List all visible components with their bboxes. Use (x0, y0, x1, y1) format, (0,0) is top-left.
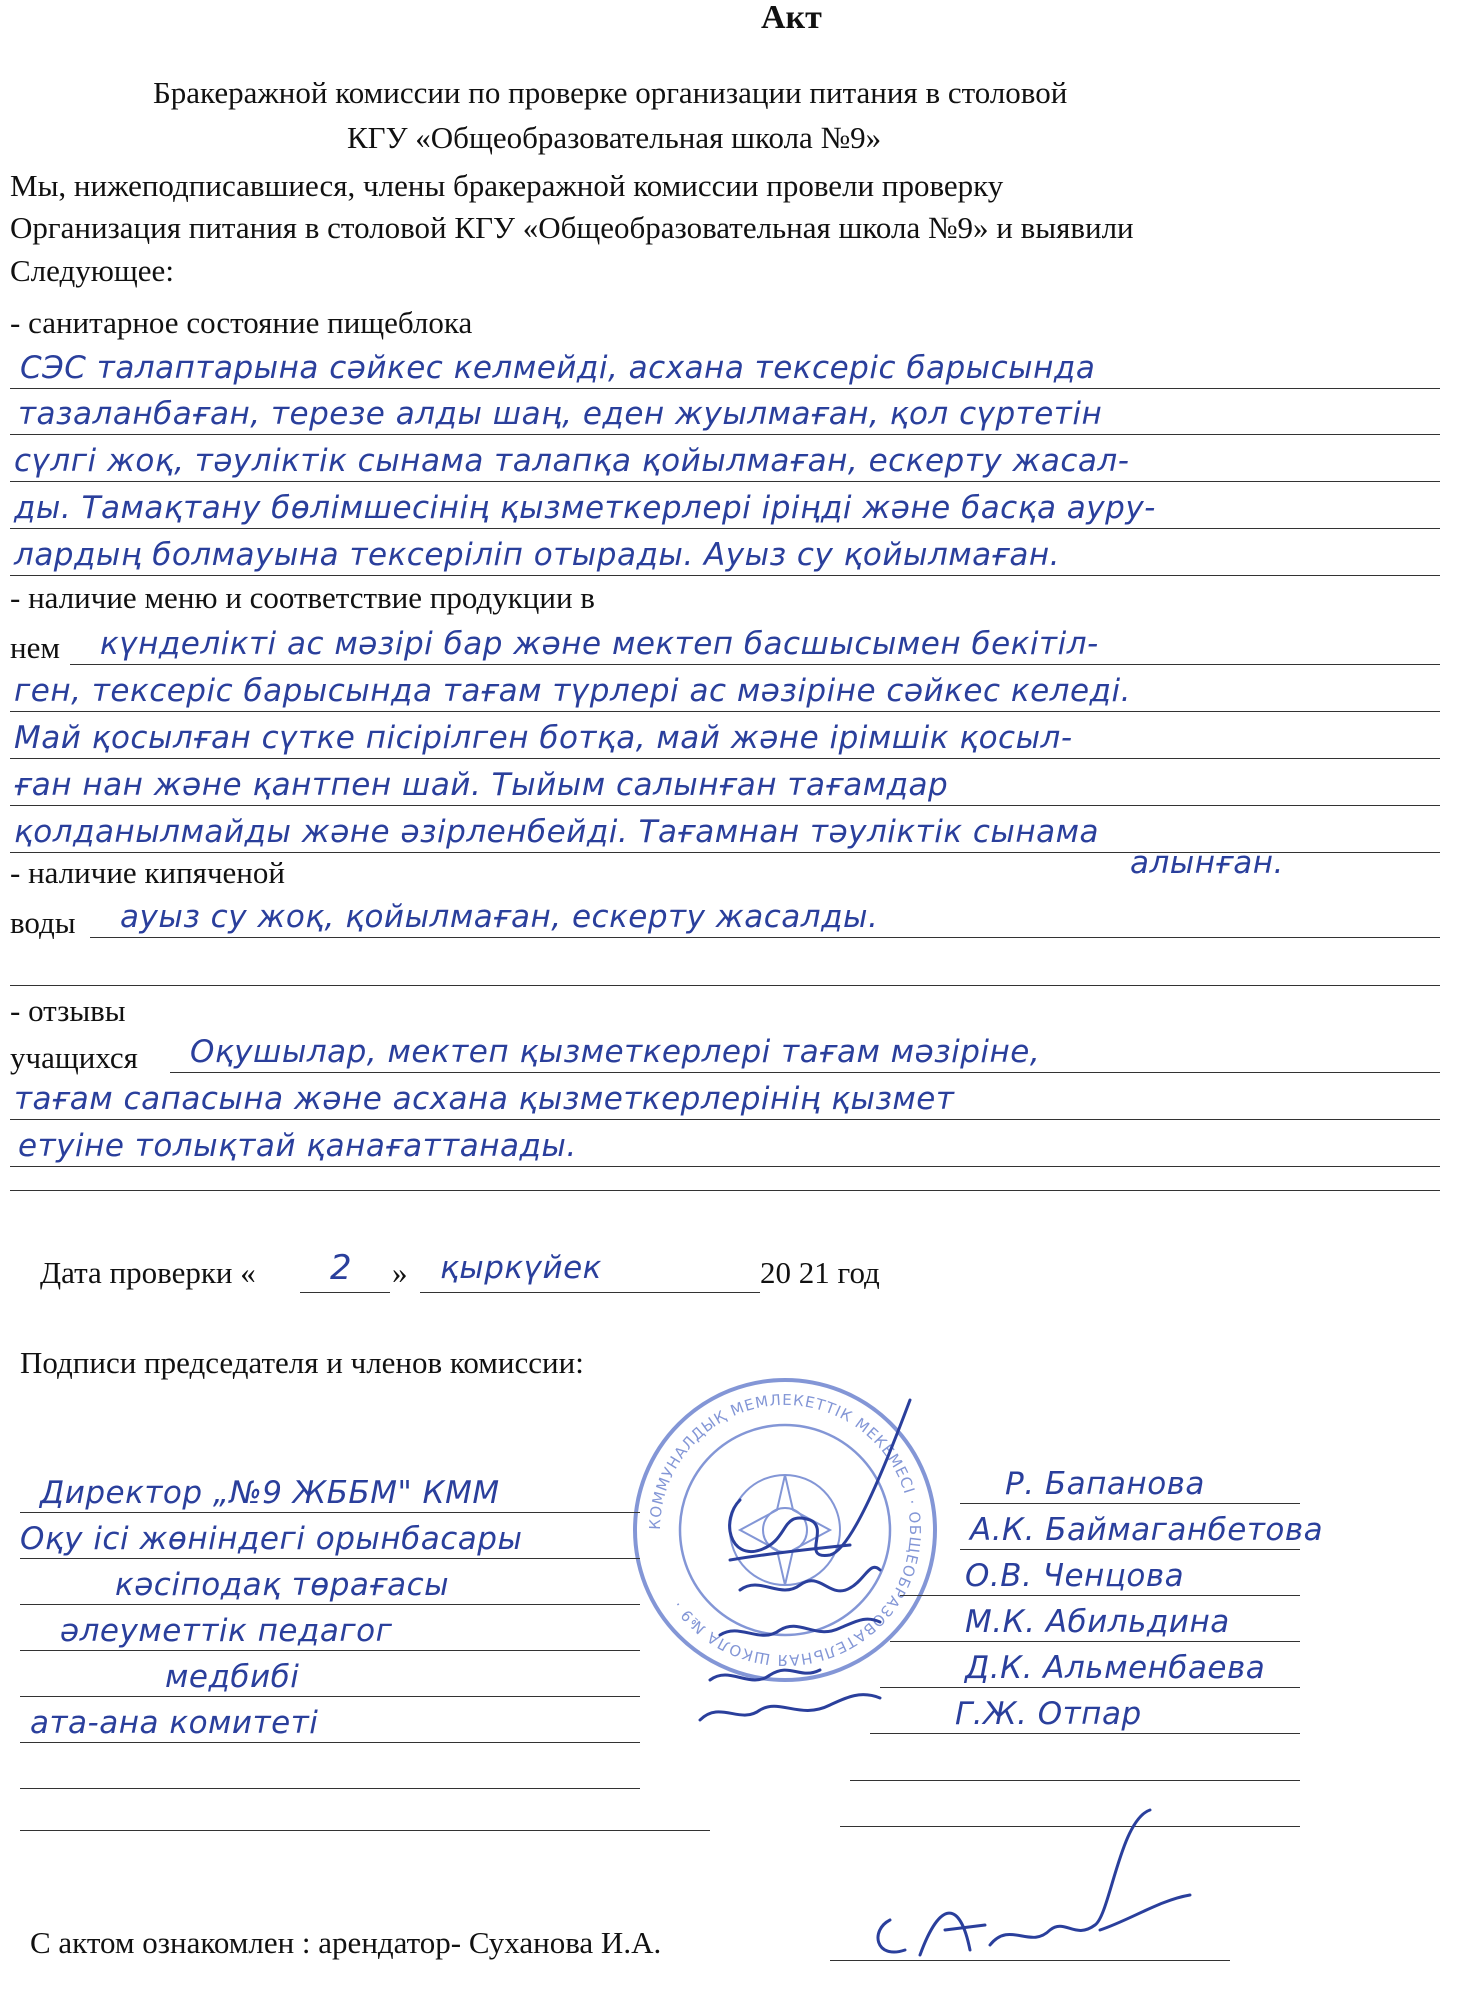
date-close-quote: » (392, 1255, 408, 1290)
rule (10, 805, 1440, 806)
intro-line-3: Следующее: (10, 253, 174, 288)
intro-line-2: Организация питания в столовой КГУ «Общеобразовательная школа №9» и выявили (10, 210, 1134, 245)
rule (20, 1696, 640, 1697)
role-deputy: Оқу ісі жөніндегі орынбасары (20, 1521, 523, 1557)
rule (10, 985, 1440, 986)
member-name-5: Д.К. Альменбаева (965, 1650, 1266, 1686)
subtitle-line-1: Бракеражной комиссии по проверке организации питания в столовой (153, 75, 1068, 110)
member-name-6: Г.Ж. Отпар (955, 1696, 1142, 1732)
rule (10, 1190, 1440, 1191)
sanitary-line-2: тазаланбаған, терезе алды шаң, еден жуылмаған, қол сүртетін (18, 396, 1103, 432)
member-name-1: Р. Бапанова (1005, 1466, 1205, 1502)
menu-line-4: ған нан және қантпен шай. Тыйым салынған тағамдар (14, 767, 949, 803)
sanitary-line-4: ды. Тамақтану бөлімшесінің қызметкерлері іріңді және басқа ауру- (14, 490, 1156, 526)
rule (10, 575, 1440, 576)
rule (10, 434, 1440, 435)
rule (850, 1780, 1300, 1781)
rule (10, 1119, 1440, 1120)
rule (300, 1292, 390, 1293)
menu-line-1: күнделікті ас мәзірі бар және мектеп басшысымен бекітіл- (100, 626, 1099, 662)
water-label: - наличие кипяченой (10, 855, 285, 890)
tenant-signature (850, 1800, 1210, 1980)
date-year: 20 21 год (760, 1255, 880, 1290)
rule (20, 1604, 640, 1605)
role-union-chair: кәсіподақ төрағасы (115, 1567, 450, 1603)
menu-label: - наличие меню и соответствие продукции в (10, 580, 595, 615)
rule (20, 1650, 640, 1651)
svg-text:КОММУНАЛДЫҚ МЕМЛЕКЕТТІК МЕКЕМЕ: КОММУНАЛДЫҚ МЕМЛЕКЕТТІК МЕКЕМЕСІ · ОБЩЕОБРАЗОВАТЕЛЬНАЯ ШКОЛА №9 · (645, 1390, 925, 1670)
footer-acknowledgement: С актом ознакомлен : арендатор- Суханова И.А. (30, 1925, 662, 1960)
sanitary-line-1: СЭС талаптарына сәйкес келмейді, асхана тексеріс барысында (20, 350, 1096, 386)
handwritten-signatures (680, 1360, 940, 1740)
intro-line-1: Мы, нижеподписавшиеся, члены бракеражной комиссии провели проверку (10, 168, 1004, 203)
role-nurse: медбибі (165, 1659, 300, 1695)
menu-tail: алынған. (1130, 845, 1284, 881)
rule (10, 711, 1440, 712)
rule (10, 481, 1440, 482)
rule (420, 1292, 760, 1293)
subtitle-line-2: КГУ «Общеобразовательная школа №9» (347, 120, 882, 155)
rule (20, 1830, 710, 1831)
rule (90, 937, 1440, 938)
rule (20, 1558, 640, 1559)
menu-line-2: ген, тексеріс барысында тағам түрлері ас мәзіріне сәйкес келеді. (14, 673, 1131, 709)
sanitary-line-5: лардың болмауына тексеріліп отырады. Ауыз су қойылмаған. (14, 537, 1061, 573)
reviews-label-cont: учащихся (10, 1040, 138, 1075)
menu-label-cont: нем (10, 630, 60, 665)
member-name-3: О.В. Ченцова (965, 1558, 1185, 1594)
role-parents-committee: ата-ана комитеті (30, 1705, 319, 1741)
rule (170, 1072, 1440, 1073)
document-title: Акт (761, 0, 822, 36)
signatures-heading: Подписи председателя и членов комиссии: (20, 1345, 584, 1380)
water-label-cont: воды (10, 905, 76, 940)
member-name-4: М.К. Абильдина (965, 1604, 1230, 1640)
rule (10, 388, 1440, 389)
date-month: қыркүйек (440, 1250, 602, 1286)
rule (10, 528, 1440, 529)
rule (20, 1512, 640, 1513)
rule (20, 1788, 640, 1789)
sanitary-label: - санитарное состояние пищеблока (10, 305, 473, 340)
rule (900, 1595, 1300, 1596)
member-name-2: А.К. Баймаганбетова (970, 1512, 1324, 1548)
water-text: ауыз су жоқ, қойылмаған, ескерту жасалды. (120, 899, 879, 935)
reviews-line-1: Оқушылар, мектеп қызметкерлері тағам мәзіріне, (190, 1034, 1041, 1070)
reviews-line-2: тағам сапасына және асхана қызметкерлерінің қызмет (14, 1081, 955, 1117)
reviews-label: - отзывы (10, 993, 126, 1028)
menu-line-3: Май қосылған сүтке пісірілген ботқа, май және ірімшік қосыл- (14, 720, 1073, 756)
rule (960, 1549, 1300, 1550)
sanitary-line-3: сүлгі жоқ, тәуліктік сынама талапқа қойылмаған, ескерту жасал- (14, 443, 1130, 479)
role-director: Директор „№9 ЖББМ" КММ (40, 1475, 500, 1511)
reviews-line-3: етуіне толықтай қанағаттанады. (18, 1128, 577, 1164)
rule (890, 1641, 1300, 1642)
role-social-pedagogue: әлеуметтік педагог (60, 1613, 393, 1649)
rule (10, 758, 1440, 759)
rule (10, 1166, 1440, 1167)
rule (70, 664, 1440, 665)
date-day: 2 (330, 1248, 353, 1288)
date-label: Дата проверки « (40, 1255, 256, 1290)
menu-line-5: қолданылмайды және әзірленбейді. Тағамнан тәуліктік сынама (14, 814, 1100, 850)
rule (20, 1742, 640, 1743)
rule (880, 1687, 1300, 1688)
rule (960, 1503, 1300, 1504)
